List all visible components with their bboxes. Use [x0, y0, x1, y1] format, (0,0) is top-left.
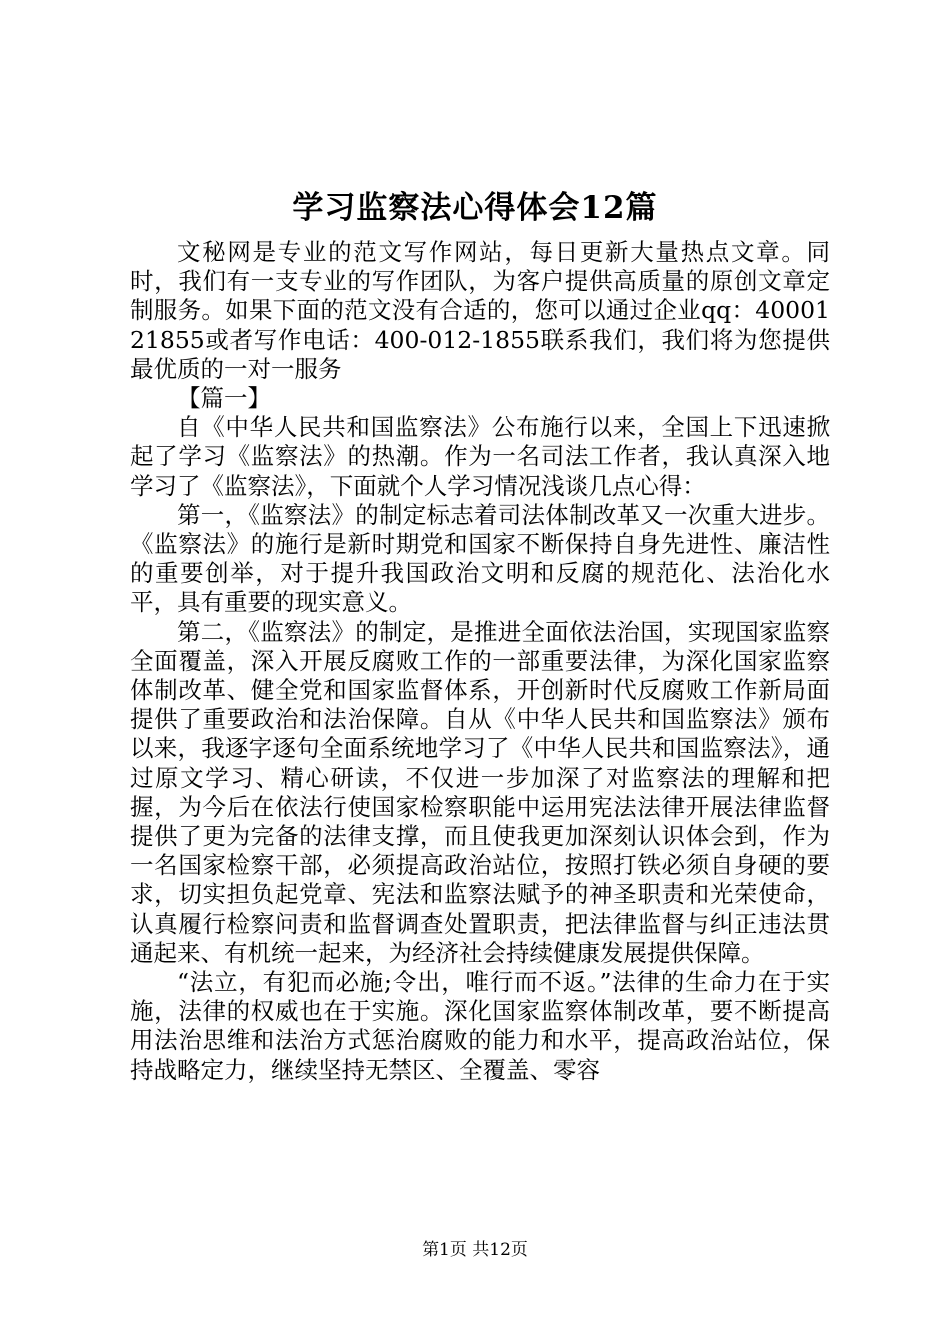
intro-paragraph: 文秘网是专业的范文写作网站，每日更新大量热点文章。同时，我们有一支专业的写作团队，为客户提供高质量的原创文章定制服务。如果下面的范文没有合适的，您可以通过企业qq：4000121855或者写作电话：400-012-1855联系我们，我们将为您提供最优质的一对一服务 — [130, 238, 830, 383]
body-paragraph: 第一，《监察法》的制定标志着司法体制改革又一次重大进步。《监察法》的施行是新时期党和国家不断保持自身先进性、廉洁性的重要创举，对于提升我国政治文明和反腐的规范化、法治化水平，具有重要的现实意义。 — [130, 500, 830, 617]
body-paragraph: 第二，《监察法》的制定，是推进全面依法治国，实现国家监察全面覆盖，深入开展反腐败工作的一部重要法律，为深化国家监察体制改革、健全党和国家监督体系，开创新时代反腐败工作新局面提供了重要政治和法治保障。自从《中华人民共和国监察法》颁布以来，我逐字逐句全面系统地学习了《中华人民共和国监察法》，通过原文学习、精心研读，不仅进一步加深了对监察法的理解和把握，为今后在依法行使国家检察职能中运用宪法法律开展法律监督提供了更为完备的法律支撑，而且使我更加深刻认识体会到，作为一名国家检察干部，必须提高政治站位，按照打铁必须自身硬的要求，切实担负起党章、宪法和监察法赋予的神圣职责和光荣使命，认真履行检察问责和监督调查处置职责，把法律监督与纠正违法贯通起来、有机统一起来，为经济社会持续健康发展提供保障。 — [130, 617, 830, 967]
page-title: 学习监察法心得体会12篇 — [292, 190, 658, 226]
body-paragraph: “法立，有犯而必施;令出，唯行而不返。”法律的生命力在于实施，法律的权威也在于实施。深化国家监察体制改革，要不断提高用法治思维和法治方式惩治腐败的能力和水平，提高政治站位，保持战略定力，继续坚持无禁区、全覆盖、零容 — [130, 968, 830, 1084]
page-number-footer: 第1页 共12页 — [422, 1240, 528, 1260]
document-body — [130, 238, 830, 1085]
section-heading: 【篇一】 — [177, 384, 271, 413]
body-paragraph: 自《中华人民共和国监察法》公布施行以来，全国上下迅速掀起了学习《监察法》的热潮。作为一名司法工作者，我认真深入地学习了《监察法》，下面就个人学习情况浅谈几点心得： — [130, 413, 830, 500]
